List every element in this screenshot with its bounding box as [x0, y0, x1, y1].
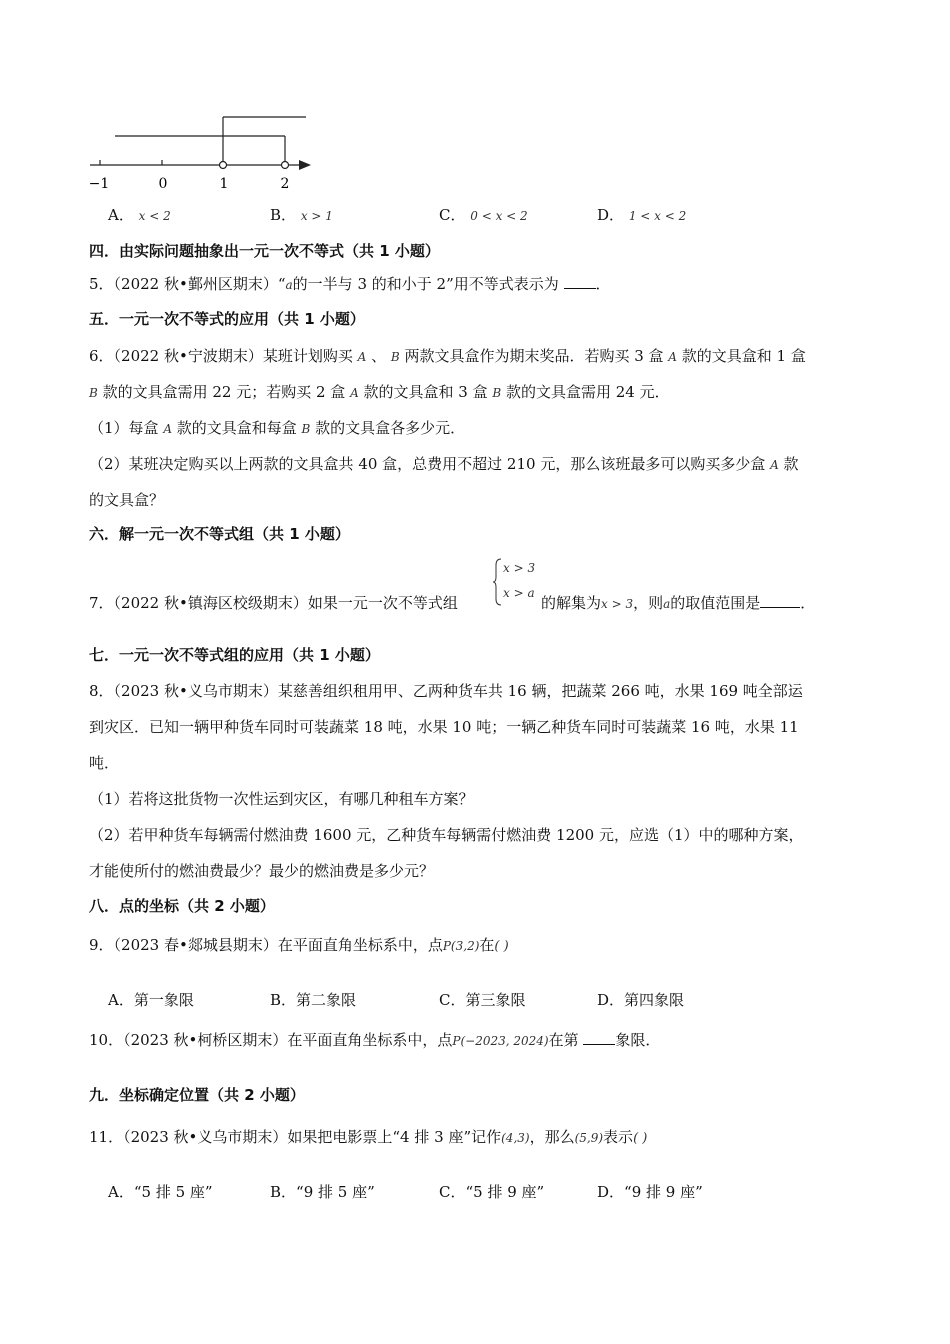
- section-heading: 八．点的坐标（共 2 小题）: [89, 897, 275, 915]
- section-heading: 四．由实际问题抽象出一元一次不等式（共 1 小题）: [89, 242, 440, 260]
- q9-option-b[interactable]: B．第二象限: [270, 991, 357, 1009]
- question-8-line-1: 8．（2023 秋•义乌市期末）某慈善组织租用甲、乙两种货车共 16 辆，把蔬菜 266 吨，水果 169 吨全部运: [89, 682, 803, 700]
- question-6-line-1: 6．（2022 秋•宁波期末）某班计划购买 A 、 B 两款文具盒作为期末奖品．若购买 3 盒 A 款的文具盒和 1 盒: [89, 347, 806, 365]
- open-circle-1: [220, 162, 227, 169]
- q11-option-b[interactable]: B．“9 排 5 座”: [270, 1183, 375, 1201]
- question-6-sub-2-cont: 的文具盒？: [89, 491, 165, 509]
- section-heading: 五．一元一次不等式的应用（共 1 小题）: [89, 310, 365, 328]
- q4-option-a[interactable]: A． x < 2: [108, 206, 171, 224]
- q4-option-b[interactable]: B． x > 1: [270, 206, 333, 224]
- q11-option-a[interactable]: A．“5 排 5 座”: [108, 1183, 213, 1201]
- system-line-2: x > a: [503, 586, 535, 600]
- system-line-1: x > 3: [503, 561, 536, 575]
- question-8-line-3: 吨．: [89, 754, 120, 772]
- q11-option-c[interactable]: C．“5 排 9 座”: [439, 1183, 545, 1201]
- answer-blank[interactable]: [760, 593, 800, 608]
- question-8-line-2: 到灾区．已知一辆甲种货车同时可装蔬菜 18 吨，水果 10 吨；一辆乙种货车同时可装蔬菜 16 吨，水果 11: [89, 718, 799, 736]
- question-6-sub-2: （2）某班决定购买以上两款的文具盒共 40 盒，总费用不超过 210 元，那么该班最多可以购买多少盒 A 款: [89, 455, 799, 473]
- tick-label: 0: [158, 176, 168, 192]
- question-7: 7．（2022 秋•镇海区校级期末）如果一元一次不等式组: [89, 594, 458, 612]
- answer-blank[interactable]: [583, 1030, 615, 1045]
- question-6-sub-1: （1）每盒 A 款的文具盒和每盒 B 款的文具盒各多少元．: [89, 419, 466, 437]
- system-brace: [492, 557, 502, 607]
- question-9: 9．（2023 春•郯城县期末）在平面直角坐标系中，点P(3,2)在( ): [89, 936, 509, 954]
- question-8-sub-1: （1）若将这批货物一次性运到灾区，有哪几种租车方案？: [89, 790, 474, 808]
- q9-option-d[interactable]: D．第四象限: [597, 991, 685, 1009]
- tick-label: 1: [219, 176, 229, 192]
- section-heading: 七．一元一次不等式组的应用（共 1 小题）: [89, 646, 380, 664]
- question-7-rest: 的解集为x > 3，则a的取值范围是 ．: [541, 594, 816, 612]
- q4-option-c[interactable]: C． 0 < x < 2: [439, 206, 528, 224]
- section-heading: 九．坐标确定位置（共 2 小题）: [89, 1086, 305, 1104]
- tick-label: 2: [280, 176, 290, 192]
- question-11: 11．（2023 秋•义乌市期末）如果把电影票上“4 排 3 座”记作(4,3)，那么(5,9)表示( ): [89, 1128, 648, 1146]
- answer-blank[interactable]: [564, 274, 596, 289]
- axis-arrow: [299, 160, 311, 170]
- tick-label: −1: [88, 176, 110, 192]
- q9-option-a[interactable]: A．第一象限: [108, 991, 194, 1009]
- number-line-figure: [85, 108, 325, 196]
- question-5: 5．（2022 秋•鄞州区期末）“a的一半与 3 的和小于 2”用不等式表示为 ．: [89, 275, 611, 293]
- question-6-line-2: B 款的文具盒需用 22 元；若购买 2 盒 A 款的文具盒和 3 盒 B 款的文具盒需用 24 元．: [89, 383, 670, 401]
- section-heading: 六．解一元一次不等式组（共 1 小题）: [89, 525, 350, 543]
- q4-option-d[interactable]: D． 1 < x < 2: [597, 206, 687, 224]
- question-10: 10．（2023 秋•柯桥区期末）在平面直角坐标系中，点P(−2023, 2024)在第 象限．: [89, 1031, 661, 1049]
- question-8-sub-2-cont: 才能使所付的燃油费最少？最少的燃油费是多少元？: [89, 862, 435, 880]
- q9-option-c[interactable]: C．第三象限: [439, 991, 526, 1009]
- q11-option-d[interactable]: D．“9 排 9 座”: [597, 1183, 703, 1201]
- open-circle-2: [282, 162, 289, 169]
- question-8-sub-2: （2）若甲种货车每辆需付燃油费 1600 元，乙种货车每辆需付燃油费 1200 元，应选（1）中的哪种方案，: [89, 826, 804, 844]
